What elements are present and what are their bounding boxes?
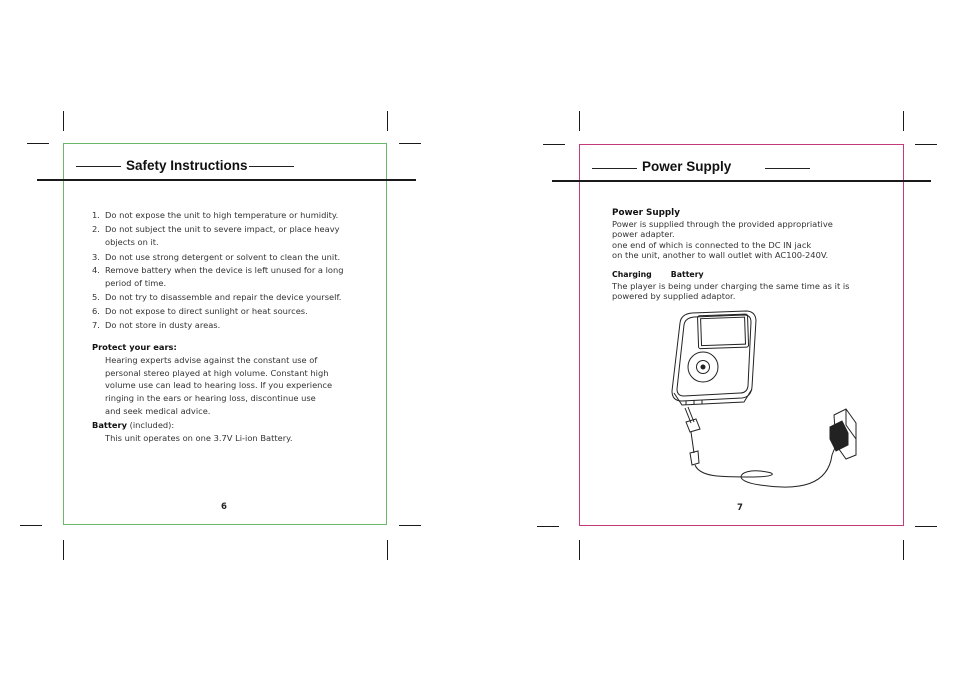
crop-mark bbox=[903, 111, 904, 131]
crop-mark bbox=[579, 540, 580, 560]
safety-list bbox=[92, 209, 367, 332]
crop-mark bbox=[915, 144, 937, 145]
page-title: Power Supply bbox=[642, 159, 732, 174]
ears-line: Hearing experts advise against the constant use of bbox=[105, 354, 318, 365]
supply-heading: Power Supply bbox=[612, 208, 680, 218]
player-device-icon bbox=[672, 311, 756, 405]
list-item: 3. Do not use strong detergent or solvent to clean the unit. bbox=[92, 251, 341, 262]
list-item: 6. Do not expose to direct sunlight or heat sources. bbox=[92, 305, 308, 316]
dc-plug-icon bbox=[685, 407, 700, 465]
battery-text: This unit operates on one 3.7V Li-ion Battery. bbox=[105, 432, 293, 443]
charging-heading: Charging bbox=[612, 270, 652, 279]
charging-section bbox=[612, 270, 892, 302]
battery-note: (included): bbox=[126, 420, 175, 430]
title-line bbox=[76, 166, 121, 167]
list-item: 5. Do not try to disassemble and repair the device yourself. bbox=[92, 292, 342, 302]
page-number: 6 bbox=[221, 502, 227, 512]
supply-line: one end of which is connected to the DC IN jack bbox=[612, 239, 812, 250]
crop-mark bbox=[399, 525, 421, 526]
title-line bbox=[765, 168, 810, 169]
title-line bbox=[249, 166, 294, 167]
supply-line: on the unit, another to wall outlet with AC100-240V. bbox=[612, 250, 829, 261]
list-item: 1. Do not expose the unit to high temperature or humidity. bbox=[92, 210, 339, 220]
crop-mark bbox=[915, 526, 937, 527]
charging-line: powered by supplied adaptor. bbox=[612, 291, 736, 302]
battery-heading: Battery bbox=[670, 270, 704, 279]
left-page-frame bbox=[63, 143, 387, 525]
crop-mark bbox=[27, 143, 49, 144]
crop-mark bbox=[63, 111, 64, 131]
charging-illustration bbox=[660, 305, 870, 505]
battery-heading: Battery bbox=[92, 420, 127, 430]
charger-cable bbox=[695, 445, 836, 487]
list-item: 2. Do not subject the unit to severe impact, or place heavy objects on it. bbox=[92, 223, 340, 248]
ears-line: and seek medical advice. bbox=[105, 405, 211, 416]
header-rule bbox=[552, 180, 931, 182]
page-title: Safety Instructions bbox=[126, 158, 248, 173]
crop-mark bbox=[543, 144, 565, 145]
ears-section bbox=[92, 341, 372, 418]
page-number: 7 bbox=[737, 503, 743, 513]
crop-mark bbox=[63, 540, 64, 560]
ears-line: ringing in the ears or hearing loss, discontinue use bbox=[105, 393, 316, 404]
ears-heading: Protect your ears: bbox=[92, 342, 177, 352]
crop-mark bbox=[903, 540, 904, 560]
crop-mark bbox=[20, 525, 42, 526]
supply-line: power adapter. bbox=[612, 229, 675, 240]
list-item: 4. Remove battery when the device is left unused for a long period of time. bbox=[92, 265, 344, 289]
battery-section bbox=[92, 419, 372, 445]
header-rule bbox=[37, 179, 416, 181]
charging-line: The player is being under charging the same time as it is bbox=[612, 280, 850, 291]
list-item: 7. Do not store in dusty areas. bbox=[92, 319, 221, 330]
title-line bbox=[592, 168, 637, 169]
ears-line: volume use can lead to hearing loss. If you experience bbox=[105, 380, 333, 391]
ears-line: personal stereo played at high volume. Constant high bbox=[105, 367, 329, 378]
crop-mark bbox=[387, 111, 388, 131]
power-supply-section bbox=[612, 208, 892, 261]
crop-mark bbox=[579, 111, 580, 131]
crop-mark bbox=[387, 540, 388, 560]
crop-mark bbox=[399, 143, 421, 144]
supply-line: Power is supplied through the provided appropriative bbox=[612, 218, 833, 229]
crop-mark bbox=[537, 526, 559, 527]
